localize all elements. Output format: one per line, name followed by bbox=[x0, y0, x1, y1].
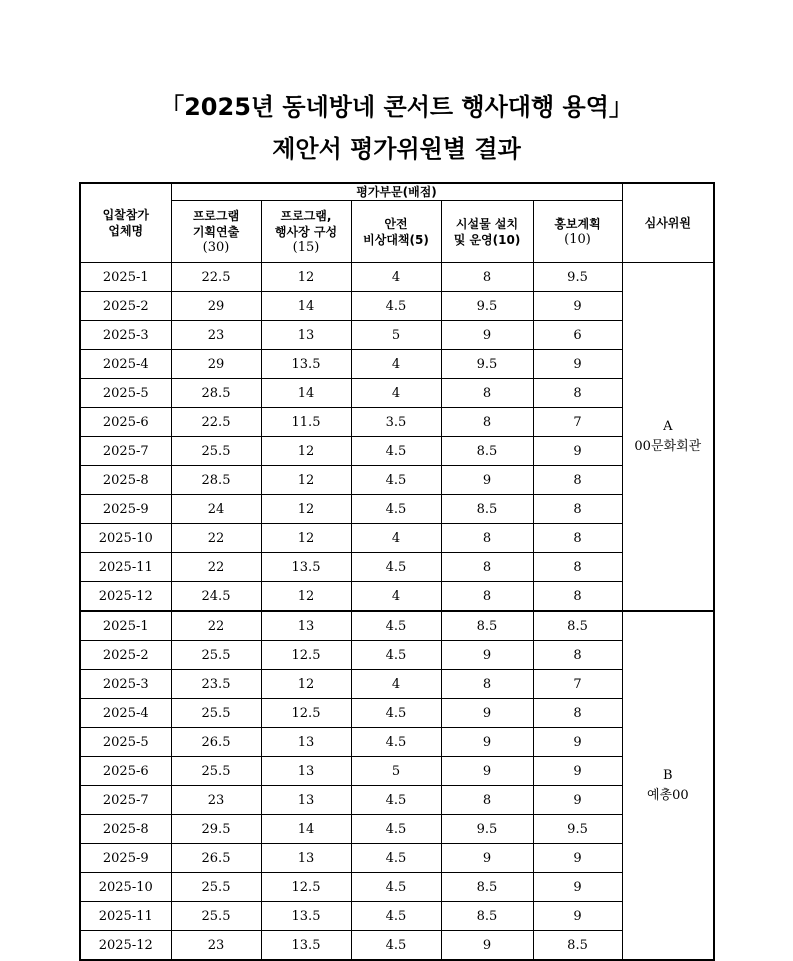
score-cell: 12.5 bbox=[261, 699, 351, 728]
score-cell: 12 bbox=[261, 524, 351, 553]
score-cell: 26.5 bbox=[171, 728, 261, 757]
score-cell: 9 bbox=[441, 321, 533, 350]
score-cell: 25.5 bbox=[171, 437, 261, 466]
table-row bbox=[80, 611, 714, 641]
category-header bbox=[533, 201, 622, 263]
score-cell: 5 bbox=[351, 757, 441, 786]
score-cell: 8.5 bbox=[441, 495, 533, 524]
score-cell: 13 bbox=[261, 786, 351, 815]
score-cell: 12 bbox=[261, 437, 351, 466]
score-cell: 9.5 bbox=[533, 263, 622, 292]
table-row bbox=[80, 495, 714, 524]
score-cell: 9 bbox=[533, 844, 622, 873]
table-row bbox=[80, 757, 714, 786]
score-cell: 13 bbox=[261, 611, 351, 641]
score-cell: 25.5 bbox=[171, 757, 261, 786]
table-row bbox=[80, 786, 714, 815]
score-cell: 4.5 bbox=[351, 728, 441, 757]
score-cell: 13 bbox=[261, 844, 351, 873]
table-row bbox=[80, 553, 714, 582]
score-cell: 13.5 bbox=[261, 553, 351, 582]
score-cell: 9 bbox=[533, 873, 622, 902]
category-group-header: 평가부문(배점) bbox=[171, 183, 622, 201]
score-cell: 25.5 bbox=[171, 699, 261, 728]
score-cell: 4 bbox=[351, 582, 441, 612]
company-cell: 2025-1 bbox=[80, 611, 171, 641]
score-cell: 13.5 bbox=[261, 902, 351, 931]
table-row bbox=[80, 263, 714, 292]
table-row bbox=[80, 931, 714, 961]
score-cell: 7 bbox=[533, 408, 622, 437]
table-row bbox=[80, 408, 714, 437]
score-cell: 4.5 bbox=[351, 902, 441, 931]
score-cell: 4 bbox=[351, 670, 441, 699]
score-cell: 13 bbox=[261, 757, 351, 786]
score-cell: 12 bbox=[261, 466, 351, 495]
company-cell: 2025-11 bbox=[80, 902, 171, 931]
table-row bbox=[80, 379, 714, 408]
score-cell: 8.5 bbox=[441, 873, 533, 902]
score-cell: 4 bbox=[351, 350, 441, 379]
category-header bbox=[261, 201, 351, 263]
title-line-1: 「2025년 동네방네 콘서트 행사대행 용역」 bbox=[160, 93, 633, 121]
company-cell: 2025-7 bbox=[80, 786, 171, 815]
score-cell: 4.5 bbox=[351, 815, 441, 844]
category-max-score: (15) bbox=[292, 239, 320, 255]
score-cell: 8 bbox=[533, 582, 622, 612]
score-cell: 23 bbox=[171, 931, 261, 961]
score-cell: 13.5 bbox=[261, 350, 351, 379]
score-cell: 28.5 bbox=[171, 379, 261, 408]
category-header-line: 비상대책(5) bbox=[363, 232, 429, 247]
company-cell: 2025-1 bbox=[80, 263, 171, 292]
score-cell: 9.5 bbox=[441, 292, 533, 321]
judge-id: A bbox=[663, 418, 673, 434]
table-row bbox=[80, 437, 714, 466]
score-cell: 11.5 bbox=[261, 408, 351, 437]
category-header bbox=[171, 201, 261, 263]
table-row bbox=[80, 844, 714, 873]
score-cell: 22.5 bbox=[171, 408, 261, 437]
table-row bbox=[80, 321, 714, 350]
company-cell: 2025-2 bbox=[80, 292, 171, 321]
score-cell: 8 bbox=[533, 495, 622, 524]
score-cell: 9 bbox=[441, 844, 533, 873]
score-cell: 8 bbox=[441, 263, 533, 292]
score-cell: 22.5 bbox=[171, 263, 261, 292]
judge-id: B bbox=[663, 767, 673, 783]
score-cell: 29 bbox=[171, 292, 261, 321]
category-header-line: 안전 bbox=[384, 216, 408, 231]
table-row bbox=[80, 466, 714, 495]
score-cell: 4.5 bbox=[351, 437, 441, 466]
score-cell: 12 bbox=[261, 670, 351, 699]
score-cell: 9 bbox=[533, 786, 622, 815]
category-header-line: 홍보계획 bbox=[554, 216, 601, 231]
table-row bbox=[80, 524, 714, 553]
company-cell: 2025-4 bbox=[80, 350, 171, 379]
score-cell: 4.5 bbox=[351, 553, 441, 582]
company-header-line-1: 입찰참가 bbox=[102, 208, 149, 222]
table-row bbox=[80, 728, 714, 757]
company-cell: 2025-3 bbox=[80, 670, 171, 699]
score-cell: 8 bbox=[533, 699, 622, 728]
score-cell: 12 bbox=[261, 582, 351, 612]
score-cell: 4.5 bbox=[351, 931, 441, 961]
category-header-line: 기획연출 bbox=[192, 224, 240, 239]
score-cell: 8.5 bbox=[533, 931, 622, 961]
score-cell: 4.5 bbox=[351, 844, 441, 873]
score-cell: 12 bbox=[261, 263, 351, 292]
company-cell: 2025-12 bbox=[80, 582, 171, 612]
score-cell: 29 bbox=[171, 350, 261, 379]
score-cell: 9 bbox=[441, 757, 533, 786]
category-max-score: (10) bbox=[564, 231, 591, 247]
score-cell: 9 bbox=[533, 292, 622, 321]
score-cell: 9 bbox=[441, 931, 533, 961]
score-cell: 9 bbox=[533, 437, 622, 466]
score-cell: 25.5 bbox=[171, 641, 261, 670]
company-cell: 2025-9 bbox=[80, 495, 171, 524]
table-row bbox=[80, 873, 714, 902]
score-cell: 23.5 bbox=[171, 670, 261, 699]
score-cell: 24 bbox=[171, 495, 261, 524]
company-cell: 2025-8 bbox=[80, 815, 171, 844]
document-title bbox=[0, 86, 793, 170]
company-cell: 2025-10 bbox=[80, 524, 171, 553]
judge-header: 심사위원 bbox=[622, 183, 714, 263]
judge-affiliation: 00문화회관 bbox=[634, 438, 702, 454]
score-cell: 4.5 bbox=[351, 495, 441, 524]
company-cell: 2025-9 bbox=[80, 844, 171, 873]
score-cell: 8 bbox=[441, 582, 533, 612]
score-cell: 13.5 bbox=[261, 931, 351, 961]
score-cell: 4.5 bbox=[351, 786, 441, 815]
score-cell: 14 bbox=[261, 815, 351, 844]
score-cell: 8.5 bbox=[441, 611, 533, 641]
score-cell: 26.5 bbox=[171, 844, 261, 873]
score-cell: 13 bbox=[261, 321, 351, 350]
category-header-line: 프로그램 bbox=[192, 208, 240, 223]
score-cell: 23 bbox=[171, 786, 261, 815]
score-cell: 4 bbox=[351, 263, 441, 292]
score-cell: 4.5 bbox=[351, 611, 441, 641]
table-row bbox=[80, 350, 714, 379]
table-row bbox=[80, 902, 714, 931]
company-cell: 2025-7 bbox=[80, 437, 171, 466]
score-cell: 8 bbox=[533, 553, 622, 582]
score-cell: 24.5 bbox=[171, 582, 261, 612]
score-cell: 9 bbox=[441, 641, 533, 670]
score-cell: 25.5 bbox=[171, 873, 261, 902]
score-cell: 14 bbox=[261, 379, 351, 408]
score-cell: 4.5 bbox=[351, 292, 441, 321]
score-cell: 4.5 bbox=[351, 873, 441, 902]
company-cell: 2025-10 bbox=[80, 873, 171, 902]
score-cell: 8 bbox=[441, 553, 533, 582]
score-cell: 4.5 bbox=[351, 641, 441, 670]
score-cell: 22 bbox=[171, 611, 261, 641]
score-cell: 4 bbox=[351, 524, 441, 553]
category-header-line: 및 운영(10) bbox=[453, 232, 521, 247]
table-row bbox=[80, 292, 714, 321]
title-line-2: 제안서 평가위원별 결과 bbox=[272, 135, 521, 163]
score-cell: 3.5 bbox=[351, 408, 441, 437]
score-cell: 8 bbox=[441, 670, 533, 699]
table-row bbox=[80, 582, 714, 612]
category-header bbox=[351, 201, 441, 263]
company-header-line-2: 업체명 bbox=[108, 224, 144, 238]
score-cell: 13 bbox=[261, 728, 351, 757]
score-cell: 12.5 bbox=[261, 873, 351, 902]
category-header-line: 시설물 설치 bbox=[455, 216, 519, 231]
score-cell: 8 bbox=[533, 466, 622, 495]
category-max-score: (30) bbox=[202, 239, 230, 255]
table-row bbox=[80, 699, 714, 728]
score-cell: 8 bbox=[533, 379, 622, 408]
company-cell: 2025-8 bbox=[80, 466, 171, 495]
category-header-line: 행사장 구성 bbox=[274, 224, 338, 239]
score-cell: 8.5 bbox=[533, 611, 622, 641]
company-cell: 2025-2 bbox=[80, 641, 171, 670]
score-cell: 8.5 bbox=[441, 437, 533, 466]
judge-affiliation: 예총00 bbox=[646, 787, 689, 803]
score-cell: 8 bbox=[533, 524, 622, 553]
score-cell: 9 bbox=[533, 902, 622, 931]
score-cell: 9 bbox=[533, 350, 622, 379]
table-row bbox=[80, 641, 714, 670]
company-header bbox=[80, 183, 171, 263]
category-header-line: 프로그램, bbox=[280, 208, 332, 223]
score-cell: 12 bbox=[261, 495, 351, 524]
score-cell: 29.5 bbox=[171, 815, 261, 844]
score-cell: 6 bbox=[533, 321, 622, 350]
score-cell: 8 bbox=[441, 379, 533, 408]
score-cell: 4.5 bbox=[351, 466, 441, 495]
score-cell: 5 bbox=[351, 321, 441, 350]
company-cell: 2025-5 bbox=[80, 379, 171, 408]
company-cell: 2025-6 bbox=[80, 757, 171, 786]
score-cell: 8 bbox=[441, 408, 533, 437]
score-cell: 8 bbox=[441, 524, 533, 553]
company-cell: 2025-6 bbox=[80, 408, 171, 437]
score-cell: 9.5 bbox=[441, 350, 533, 379]
score-cell: 12.5 bbox=[261, 641, 351, 670]
score-cell: 8.5 bbox=[441, 902, 533, 931]
score-cell: 9 bbox=[533, 757, 622, 786]
company-cell: 2025-3 bbox=[80, 321, 171, 350]
judge-cell bbox=[622, 611, 714, 960]
category-header bbox=[441, 201, 533, 263]
score-cell: 9 bbox=[441, 699, 533, 728]
score-cell: 23 bbox=[171, 321, 261, 350]
score-cell: 25.5 bbox=[171, 902, 261, 931]
score-cell: 4 bbox=[351, 379, 441, 408]
company-cell: 2025-12 bbox=[80, 931, 171, 961]
score-cell: 28.5 bbox=[171, 466, 261, 495]
evaluation-table bbox=[79, 182, 715, 961]
company-cell: 2025-4 bbox=[80, 699, 171, 728]
judge-cell bbox=[622, 263, 714, 612]
table-row bbox=[80, 670, 714, 699]
score-cell: 22 bbox=[171, 553, 261, 582]
score-cell: 9 bbox=[533, 728, 622, 757]
score-cell: 8 bbox=[533, 641, 622, 670]
score-cell: 4.5 bbox=[351, 699, 441, 728]
score-cell: 22 bbox=[171, 524, 261, 553]
score-cell: 9 bbox=[441, 728, 533, 757]
score-cell: 14 bbox=[261, 292, 351, 321]
company-cell: 2025-11 bbox=[80, 553, 171, 582]
score-cell: 7 bbox=[533, 670, 622, 699]
score-cell: 9 bbox=[441, 466, 533, 495]
score-cell: 9.5 bbox=[441, 815, 533, 844]
score-cell: 8 bbox=[441, 786, 533, 815]
company-cell: 2025-5 bbox=[80, 728, 171, 757]
score-cell: 9.5 bbox=[533, 815, 622, 844]
table-row bbox=[80, 815, 714, 844]
